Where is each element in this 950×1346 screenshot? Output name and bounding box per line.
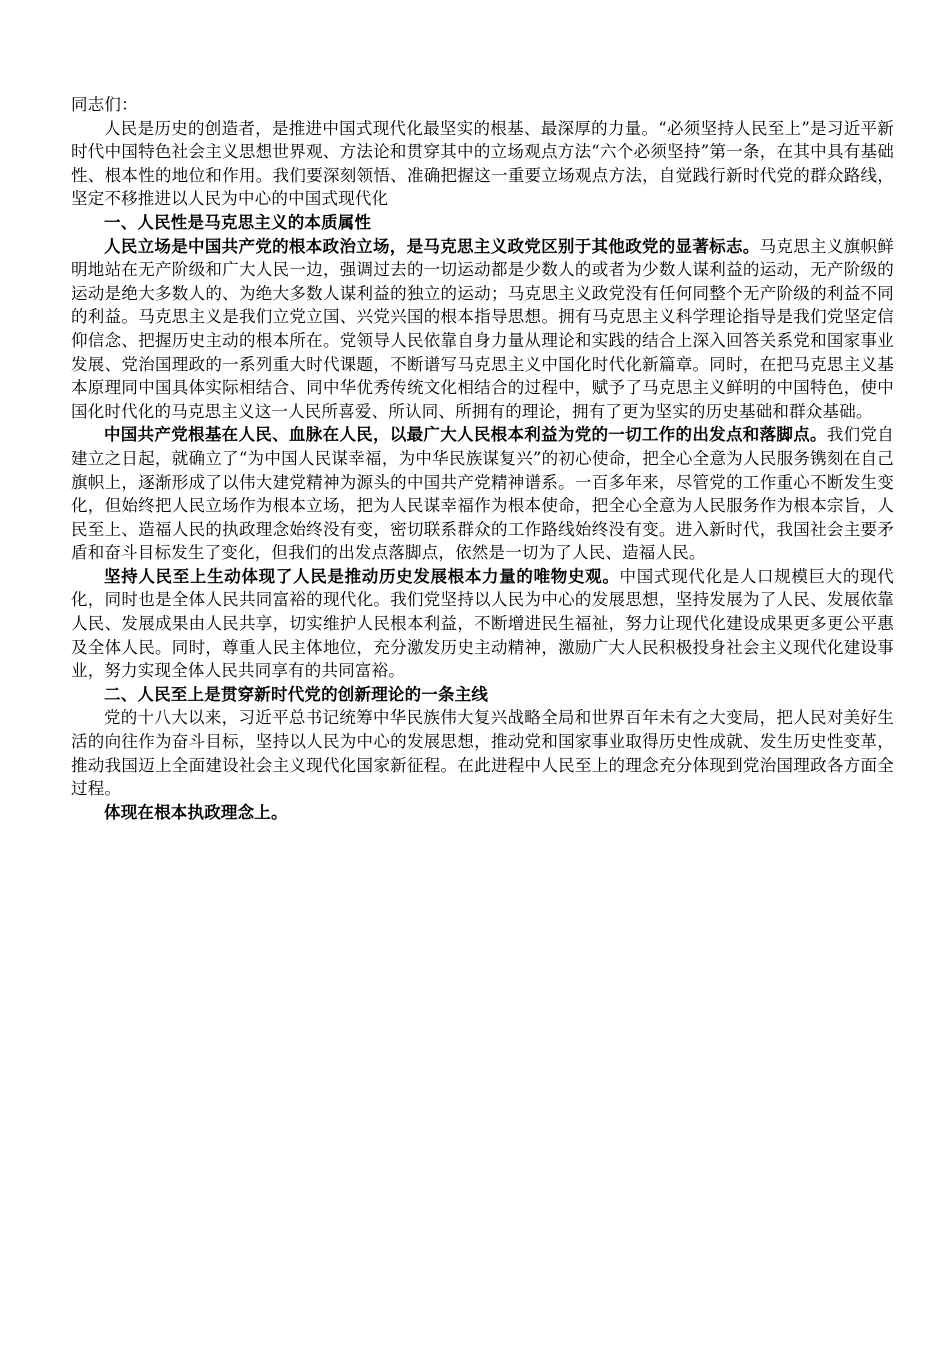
section-1-paragraph-3 [71, 565, 894, 683]
intro-paragraph: 人民是历史的创造者，是推进中国式现代化最坚实的根基、最深厚的力量。“必须坚持人民至上”是习近平新时代中国特色社会主义思想世界观、方法论和贯穿其中的立场观点方法“六个必须坚持”第一条，在其中具有基础性、根本性的地位和作用。我们要深刻领悟、准确把握这一重要立场观点方法，自觉践行新时代党的群众路线，坚定不移推进以人民为中心的中国式现代化 [71, 118, 894, 209]
section-1-paragraph-2-lead: 中国共产党根基在人民、血脉在人民，以最广大人民根本利益为党的一切工作的出发点和落脚点。 [104, 425, 827, 445]
section-1-paragraph-3-lead: 坚持人民至上生动体现了人民是推动历史发展根本力量的唯物史观。 [104, 566, 620, 586]
section-2-paragraph-2 [71, 801, 894, 825]
section-1-paragraph-1-lead: 人民立场是中国共产党的根本政治立场，是马克思主义政党区别于其他政党的显著标志。 [104, 236, 760, 256]
section-1-paragraph-1 [71, 235, 894, 424]
section-1-paragraph-3-body: 中国式现代化是人口规模巨大的现代化，同时也是全体人民共同富裕的现代化。我们党坚持以人民为中心的发展思想，坚持发展为了人民、发展依靠人民、发展成果由人民共享，切实维护人民根本利益，不断增进民生福祉，努力让现代化建设成果更多更公平惠及全体人民。同时，尊重人民主体地位，充分激发历史主动精神，激励广大人民积极投身社会主义现代化建设事业，努力实现全体人民共同享有的共同富裕。 [71, 566, 894, 681]
section-1-paragraph-2-body: 我们党自建立之日起，就确立了“为中国人民谋幸福，为中华民族谋复兴”的初心使命，把全心全意为人民服务镌刻在自己旗帜上，逐渐形成了以伟大建党精神为源头的中国共产党精神谱系。一百多年来，尽管党的工作重心不断发生变化，但始终把人民立场作为根本立场，把为人民谋幸福作为根本使命，把全心全意为人民服务作为根本宗旨，人民至上、造福人民的执政理念始终没有变，密切联系群众的工作路线始终没有变。进入新时代，我国社会主要矛盾和奋斗目标发生了变化，但我们的出发点落脚点，依然是一切为了人民、造福人民。 [71, 425, 894, 563]
document-page [71, 93, 894, 824]
section-2-heading: 二、人民至上是贯穿新时代党的创新理论的一条主线 [104, 684, 489, 704]
section-1-heading: 一、人民性是马克思主义的本质属性 [104, 212, 372, 232]
salutation: 同志们： [71, 95, 138, 114]
section-2-paragraph-2-lead: 体现在根本执政理念上。 [104, 802, 288, 822]
section-1-paragraph-2 [71, 423, 894, 565]
section-1-paragraph-1-body: 马克思主义旗帜鲜明地站在无产阶级和广大人民一边，强调过去的一切运动都是少数人的或者为少数人谋利益的运动，无产阶级的运动是绝大多数人的、为绝大多数人谋利益的独立的运动；马克思主义政党没有任何同整个无产阶级的利益不同的利益。马克思主义是我们立党立国、兴党兴国的根本指导思想。拥有马克思主义科学理论指导是我们党坚定信仰信念、把握历史主动的根本所在。党领导人民依靠自身力量从理论和实践的结合上深入回答关系党和国家事业发展、党治国理政的一系列重大时代课题，不断谱写马克思主义中国化时代化新篇章。同时，在把马克思主义基本原理同中国具体实际相结合、同中华优秀传统文化相结合的过程中，赋予了马克思主义鲜明的中国特色，使中国化时代化的马克思主义这一人民所喜爱、所认同、所拥有的理论，拥有了更为坚实的历史基础和群众基础。 [71, 236, 894, 421]
section-2-paragraph-1: 党的十八大以来，习近平总书记统筹中华民族伟大复兴战略全局和世界百年未有之大变局，把人民对美好生活的向往作为奋斗目标，坚持以人民为中心的发展思想，推动党和国家事业取得历史性成就、发生历史性变革，推动我国迈上全面建设社会主义现代化国家新征程。在此进程中人民至上的理念充分体现到党治国理政各方面全过程。 [71, 708, 894, 799]
